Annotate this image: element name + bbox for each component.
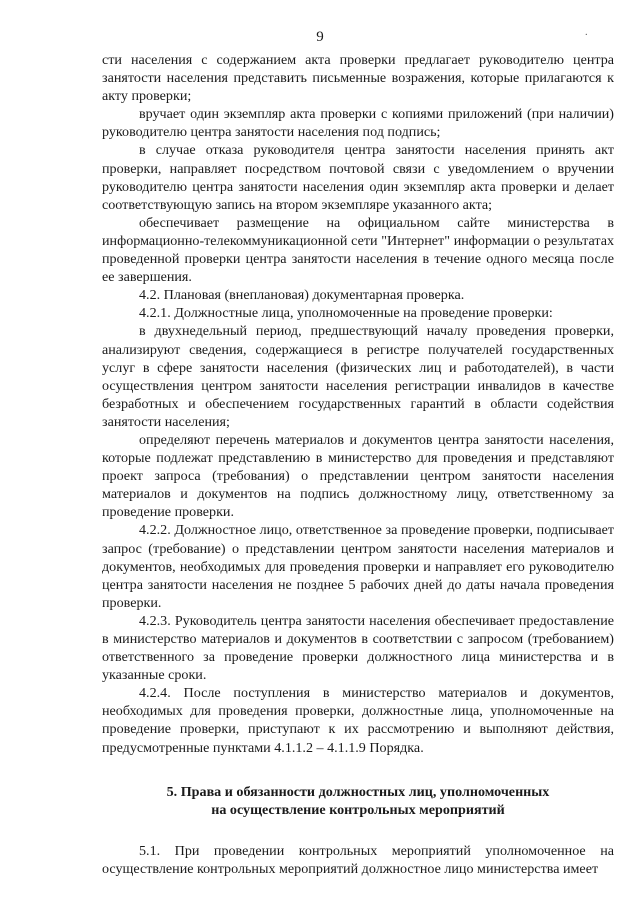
- paragraph-determine-list: определяют перечень материалов и документов центра занятости населения, которые подлежат представлению в министерство для проведения и представляют проект запроса (требования) о представлении центром занятости населения материалов и документов на подпись должностному лицу, ответственному за проведение проверки.: [102, 431, 614, 521]
- page-number: 9: [316, 29, 324, 45]
- corner-mark: ·: [584, 30, 588, 41]
- paragraph-website-publication: обеспечивает размещение на официальном сайте министерства в информационно-телекоммуникационной сети "Интернет" информации о результатах проведенной проверки центра занятости населения в течение одного месяца после ее завершения.: [102, 214, 614, 286]
- section-5-heading: [102, 783, 614, 819]
- paragraph-4-2-3: 4.2.3. Руководитель центра занятости населения обеспечивает предоставление в министерство материалов и документов в соответствии с запросом (требованием) ответственного за проведение проверки должностного лица министерства и в указанные сроки.: [102, 612, 614, 684]
- paragraph-continuation: сти населения с содержанием акта проверки предлагает руководителю центра занятости населения представить письменные возражения, которые прилагаются к акту проверки;: [102, 52, 614, 105]
- paragraph-handover-act: вручает один экземпляр акта проверки с копиями приложений (при наличии) руководителю центра занятости населения под подпись;: [102, 106, 614, 141]
- section-5-heading-line-1: 5. Права и обязанности должностных лиц, уполномоченных: [166, 783, 550, 800]
- paragraph-5-1: 5.1. При проведении контрольных мероприятий уполномоченное на осуществление контрольных мероприятий должностное лицо министерства имеет: [102, 842, 614, 877]
- paragraph-4-2-1: 4.2.1. Должностные лица, уполномоченные на проведение проверки:: [139, 305, 553, 322]
- paragraph-two-week-period: в двухнедельный период, предшествующий началу проведения проверки, анализируют сведения, содержащиеся в регистре получателей государственных услуг в сфере занятости населения (физических лиц и работодателей), в части осуществления центром занятости населения регистрации инвалидов в качестве безработных и обеспечением государственных гарантий в области содействия занятости населения;: [102, 323, 614, 430]
- paragraph-4-2-4: 4.2.4. После поступления в министерство материалов и документов, необходимых для проведения проверки, должностные лица, уполномоченные на проведение проверки, приступают к их рассмотрению и выполняют действия, предусмотренные пунктами 4.1.1.2 – 4.1.1.9 Порядка.: [102, 685, 614, 756]
- paragraph-refusal-case: в случае отказа руководителя центра занятости населения принять акт проверки, направляет посредством почтовой связи с уведомлением о вручении руководителю центра занятости населения один экземпляр акта проверки и делает соответствующую запись на втором экземпляре указанного акта;: [102, 142, 614, 213]
- body-text: [102, 51, 614, 878]
- paragraph-4-2-2: 4.2.2. Должностное лицо, ответственное за проведение проверки, подписывает запрос (требование) о представлении центром занятости населения материалов и документов, необходимых для проведения проверки и направляет его руководителю центра занятости населения не позднее 5 рабочих дней до даты начала проведения проверки.: [102, 522, 614, 611]
- section-5-heading-line-2: на осуществление контрольных мероприятий: [211, 801, 505, 818]
- paragraph-4-2: 4.2. Плановая (внеплановая) документарная проверка.: [139, 287, 465, 304]
